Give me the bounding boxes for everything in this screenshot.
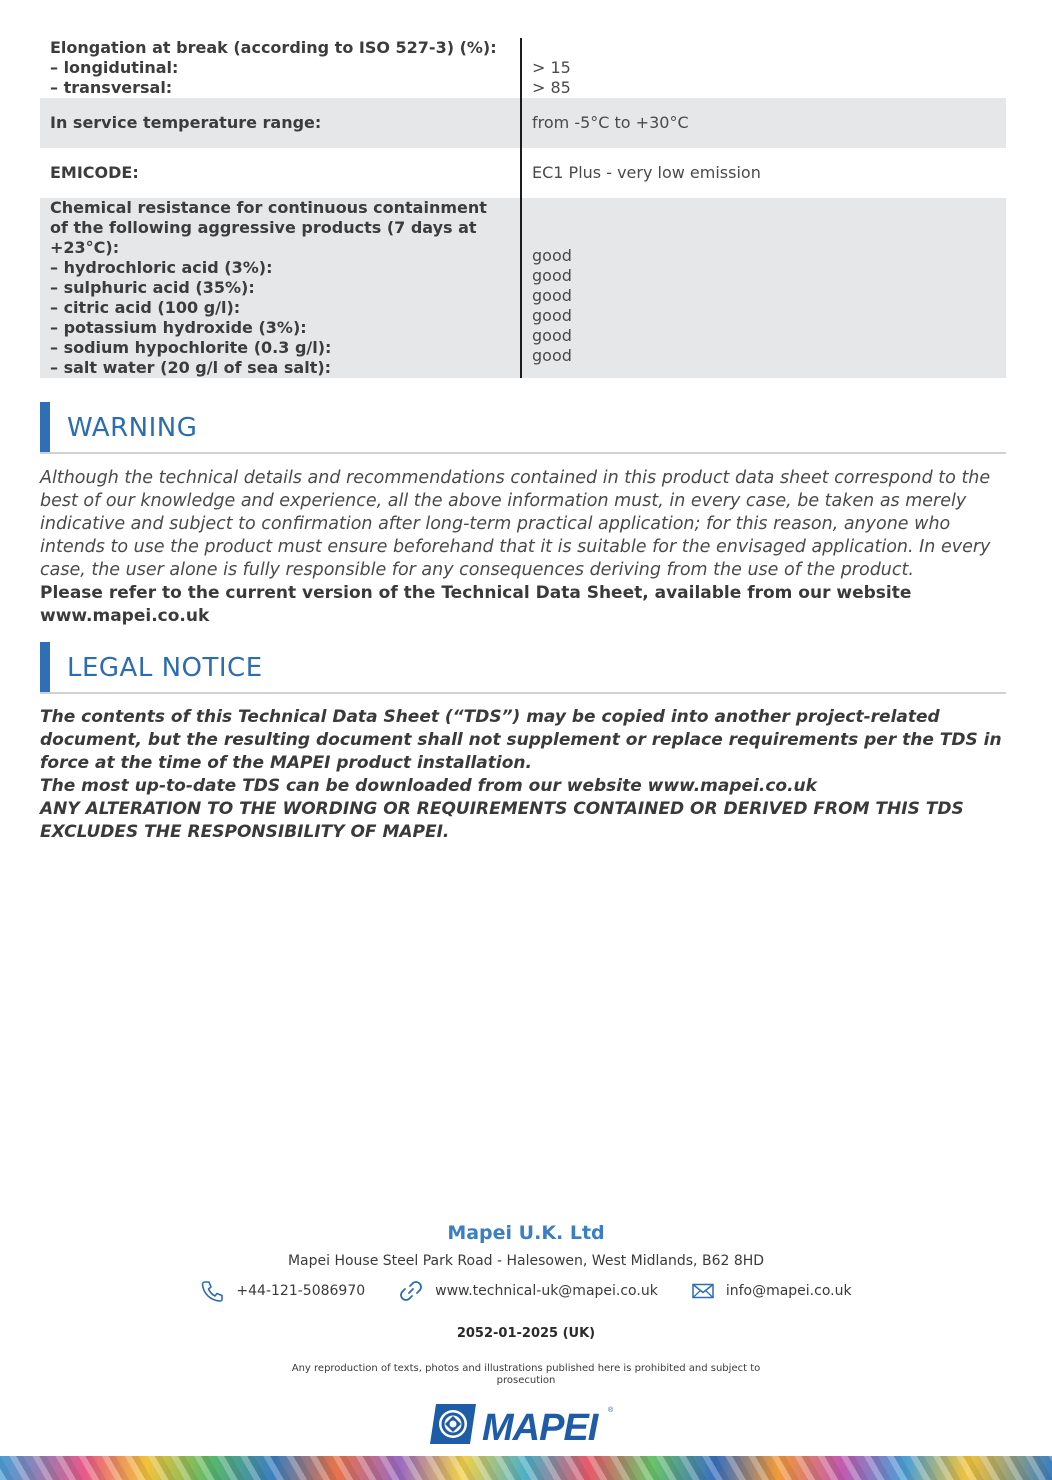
value-line: good [532, 306, 572, 325]
legal-text [40, 706, 1006, 844]
company-address: Mapei House Steel Park Road - Halesowen, West Midlands, B62 8HD [287, 1253, 765, 1269]
document-code: 2052-01-2025 (UK) [456, 1326, 596, 1341]
warning-text: Although the technical details and recommendations contained in this product data sheet correspond to the best of our knowledge and experience, all the above information must, in every case, be taken as merely indicative and subject to confirmation after long-term practical application; for this reason, anyone who intends to use the product must ensure beforehand that it is suitable for the envisaged application. In every case, the user alone is fully responsible for any consequences deriving from the use of the product. [40, 468, 991, 580]
warning-website-note: Please refer to the current version of the Technical Data Sheet, available from our website www.mapei.co.uk [40, 583, 912, 626]
property-label [40, 98, 522, 148]
label-line: – citric acid (100 g/l): [50, 298, 241, 317]
email-link: info@mapei.co.uk [725, 1283, 852, 1299]
value-line: good [532, 326, 572, 345]
value-line: good [532, 246, 572, 265]
property-value [522, 98, 1006, 148]
label-line: – potassium hydroxide (3%): [50, 318, 307, 337]
value-line: > 85 [532, 78, 571, 97]
property-label [40, 38, 522, 98]
envelope-icon [692, 1283, 714, 1299]
label-line: In service temperature range: [50, 113, 322, 132]
label-line: – hydrochloric acid (3%): [50, 258, 273, 277]
section-accent-bar [40, 642, 50, 692]
contact-web[interactable] [399, 1280, 658, 1302]
reproduction-notice: Any reproduction of texts, photos and illustrations published here is prohibited and subject to prosecution [291, 1363, 761, 1386]
logo-wordmark: MAPEI [482, 1407, 598, 1448]
property-value [522, 148, 1006, 198]
mapei-emblem-icon [430, 1404, 476, 1444]
decorative-mosaic-band [0, 1456, 1052, 1480]
property-label [40, 198, 522, 378]
table-row [40, 148, 1006, 198]
value-line: from -5°C to +30°C [532, 113, 689, 132]
label-line: of the following aggressive products (7 days at [50, 218, 477, 237]
legal-line: The most up-to-date TDS can be downloaded from our website www.mapei.co.uk [40, 776, 817, 796]
web-link: www.technical-uk@mapei.co.uk [435, 1283, 658, 1299]
label-line: +23°C): [50, 238, 120, 257]
company-name: Mapei U.K. Ltd [447, 1222, 605, 1244]
section-title: WARNING [67, 413, 198, 443]
section-title: LEGAL NOTICE [67, 653, 263, 683]
phone-icon [200, 1280, 224, 1302]
legal-heading [40, 642, 1006, 694]
contact-phone[interactable] [200, 1280, 365, 1302]
property-value [522, 198, 1006, 366]
registered-mark: ® [608, 1407, 614, 1414]
label-line: – transversal: [50, 78, 173, 97]
link-icon [399, 1280, 423, 1302]
phone-number: +44-121-5086970 [236, 1283, 366, 1299]
value-line: good [532, 346, 572, 365]
legal-line: ANY ALTERATION TO THE WORDING OR REQUIREMENTS CONTAINED OR DERIVED FROM THIS TDS EXCLUDES THE RESPONSIBILITY OF MAPEI. [40, 799, 964, 842]
mapei-logo [430, 1400, 620, 1448]
table-row [40, 38, 1006, 98]
label-line: Chemical resistance for continuous containment [50, 198, 487, 217]
table-row [40, 98, 1006, 148]
value-line: > 15 [532, 58, 571, 77]
properties-table [40, 38, 1006, 378]
label-line: – salt water (20 g/l of sea salt): [50, 358, 332, 377]
warning-heading [40, 402, 1006, 454]
value-line: good [532, 286, 572, 305]
value-line: EC1 Plus - very low emission [532, 163, 761, 182]
table-row [40, 198, 1006, 378]
contact-email[interactable] [692, 1280, 852, 1302]
label-line: Elongation at break (according to ISO 527-3) (%): [50, 38, 497, 57]
property-value [522, 38, 1006, 98]
contact-row [0, 1280, 1052, 1302]
section-accent-bar [40, 402, 50, 452]
label-line: – sodium hypochlorite (0.3 g/l): [50, 338, 332, 357]
label-line: – longidutinal: [50, 58, 179, 77]
value-line: good [532, 266, 572, 285]
label-line: EMICODE: [50, 163, 139, 182]
legal-line: The contents of this Technical Data Sheet (“TDS”) may be copied into another project-related document, but the resulting document shall not supplement or replace requirements per the TDS in force at the time of the MAPEI product installation. [40, 707, 1002, 773]
label-line: – sulphuric acid (35%): [50, 278, 255, 297]
property-label [40, 148, 522, 198]
